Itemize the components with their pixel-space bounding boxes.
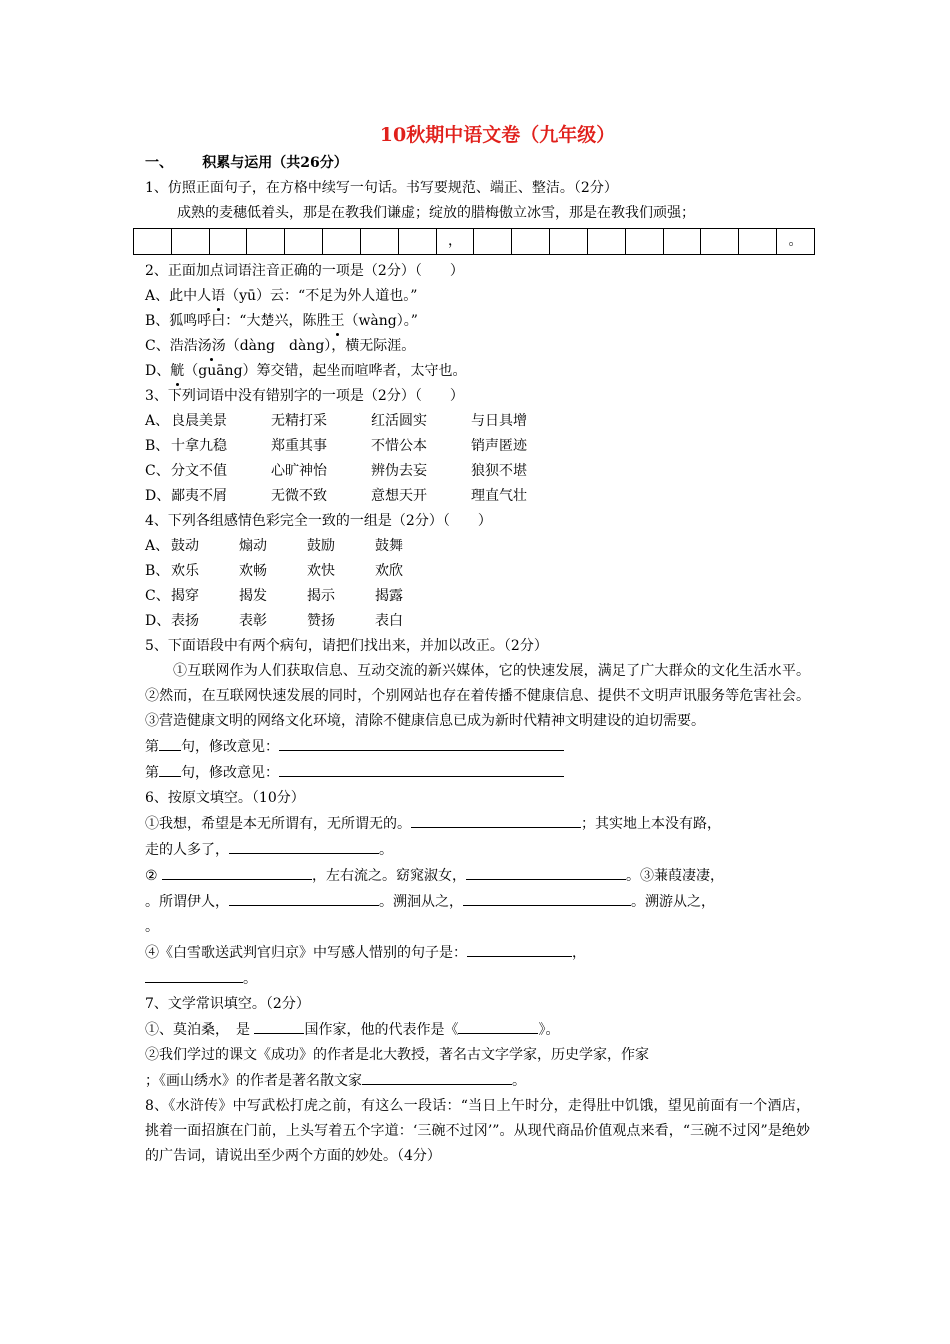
option-letter: A、 xyxy=(145,538,170,554)
q6-line-6 xyxy=(145,940,810,966)
fill-text: 国作家，他的代表作是《 xyxy=(304,1022,459,1038)
sentence-number-blank[interactable] xyxy=(159,734,181,751)
grid-cell[interactable] xyxy=(210,229,248,254)
grid-cell[interactable] xyxy=(474,229,512,254)
dotted-word: 语 xyxy=(211,284,225,309)
q3-option-d xyxy=(145,484,810,509)
option-word: 销声匿迹 xyxy=(471,438,527,454)
q3-option-c xyxy=(145,459,810,484)
q7-stem: 7、文学常识填空。（2分） xyxy=(145,996,310,1012)
answer-prefix: 第 xyxy=(145,765,159,781)
q2-option-d xyxy=(145,359,810,384)
answer-label: 句，修改意见： xyxy=(181,739,279,755)
q5-answer-line-1 xyxy=(145,734,810,760)
option-word: 揭露 xyxy=(375,588,403,604)
exam-content xyxy=(145,122,810,1169)
fill-blank[interactable] xyxy=(229,837,379,854)
option-word: 十拿九稳 xyxy=(171,438,227,454)
grid-cell[interactable] xyxy=(588,229,626,254)
grid-cell[interactable] xyxy=(361,229,399,254)
q5-stem: 5、下面语段中有两个病句，请把们找出来，并加以改正。（2分） xyxy=(145,638,548,654)
grid-cell-comma: ， xyxy=(437,229,475,254)
fill-text: 。所谓伊人， xyxy=(145,894,229,910)
fill-text: 。 xyxy=(243,971,257,987)
q6-line-2 xyxy=(145,837,810,863)
fill-blank[interactable] xyxy=(229,889,379,906)
q7-line-3 xyxy=(145,1068,810,1094)
section-number: 一、 xyxy=(145,155,173,171)
q6-line-4 xyxy=(145,889,810,915)
q2-option-a xyxy=(145,284,810,309)
fill-blank[interactable] xyxy=(467,940,572,957)
option-word: 揭示 xyxy=(307,588,335,604)
fill-text: 走的人多了， xyxy=(145,842,229,858)
fill-text: ；其实地上本没有路， xyxy=(581,816,721,832)
fill-text: ② xyxy=(145,868,158,884)
option-letter: B、 xyxy=(145,563,170,579)
option-word: 欢快 xyxy=(307,563,335,579)
grid-cell[interactable] xyxy=(664,229,702,254)
option-word: 欢欣 xyxy=(375,563,403,579)
grid-cell[interactable] xyxy=(399,229,437,254)
option-word: 辨伪去妄 xyxy=(371,463,427,479)
grid-cell[interactable] xyxy=(701,229,739,254)
q4-option-b xyxy=(145,559,810,584)
fill-blank[interactable] xyxy=(463,889,631,906)
grid-cell-period: 。 xyxy=(788,233,803,249)
option-word: 揭发 xyxy=(239,588,267,604)
option-word: 表彰 xyxy=(239,613,267,629)
option-word: 揭穿 xyxy=(171,588,199,604)
q5-passage: ①互联网作为人们获取信息、互动交流的新兴媒体，它的快速发展，满足了广大群众的文化生活水平。②然而，在互联网快速发展的同时，个别网站也存在着传播不健康信息、提供不文明声讯服务等危害社会。③营造健康文明的网络文化环境，清除不健康信息已成为新时代精神文明建设的迫切需要。 xyxy=(145,663,810,729)
q4-option-c xyxy=(145,584,810,609)
q6-stem: 6、按原文填空。（10分） xyxy=(145,790,305,806)
option-word: 与日具增 xyxy=(471,413,527,429)
option-letter: B、 xyxy=(145,438,170,454)
q6-line-5: 。 xyxy=(145,919,159,935)
q2-stem: 2、正面加点词语注音正确的一项是（2分）（ ） xyxy=(145,263,464,279)
q7-line-1 xyxy=(145,1017,810,1043)
option-word: 煽动 xyxy=(239,538,267,554)
option-letter: D、 xyxy=(145,613,171,629)
fill-blank[interactable] xyxy=(458,1017,538,1034)
section-label: 积累与运用（共26分） xyxy=(202,155,348,171)
fill-text: 。 xyxy=(512,1073,526,1089)
q1-example: 成熟的麦穗低着头，那是在教我们谦虚；绽放的腊梅傲立冰雪，那是在教我们顽强； xyxy=(177,205,695,221)
fill-text: 。溯洄从之， xyxy=(379,894,463,910)
fill-text: ①、莫泊桑， 是 xyxy=(145,1022,250,1038)
q1-writing-grid xyxy=(133,228,815,255)
revision-blank[interactable] xyxy=(279,734,564,751)
fill-blank[interactable] xyxy=(466,863,626,880)
grid-cell[interactable] xyxy=(285,229,323,254)
fill-blank[interactable] xyxy=(362,1068,512,1085)
dotted-word: 王 xyxy=(330,309,344,334)
option-word: 鼓舞 xyxy=(375,538,403,554)
q2-option-c xyxy=(145,334,810,359)
grid-cell[interactable] xyxy=(626,229,664,254)
fill-blank[interactable] xyxy=(162,863,312,880)
option-word: 鄙夷不屑 xyxy=(171,488,227,504)
page-title: 10秋期中语文卷（九年级） xyxy=(379,124,616,146)
option-word: 郑重其事 xyxy=(271,438,327,454)
q4-stem: 4、下列各组感情色彩完全一致的一组是（2分）（ ） xyxy=(145,513,492,529)
option-letter: D、 xyxy=(145,488,171,504)
grid-cell[interactable] xyxy=(247,229,285,254)
section-heading xyxy=(145,151,810,176)
q7-line-2: ②我们学过的课文《成功》的作者是北大教授，著名古文字学家，历史学家，作家 xyxy=(145,1047,649,1063)
option-word: 无微不致 xyxy=(271,488,327,504)
grid-cell[interactable] xyxy=(739,229,777,254)
q6-line-3 xyxy=(145,863,810,889)
fill-text: 》。 xyxy=(538,1022,560,1038)
option-word: 分文不值 xyxy=(171,463,227,479)
sentence-number-blank[interactable] xyxy=(159,760,181,777)
fill-text: 。溯游从之， xyxy=(631,894,715,910)
q3-option-b xyxy=(145,434,810,459)
dotted-word: 汤汤 xyxy=(198,334,226,359)
q2-option-b xyxy=(145,309,810,334)
fill-text: 。 xyxy=(379,842,393,858)
q8-stem: 8、《水浒传》中写武松打虎之前，有这么一段话：“当日上午时分，走得肚中饥饿，望见前面有一个酒店，挑着一面招旗在门前，上头写着五个字道：‘三碗不过冈’”。从现代商品价值观点来看，“三碗不过冈”是绝妙的广告词，请说出至少两个方面的妙处。（4分） xyxy=(145,1098,810,1164)
q4-option-d xyxy=(145,609,810,634)
option-text: （wàng）。” xyxy=(344,313,418,329)
fill-text: ，左右流之。窈窕淑女， xyxy=(312,868,467,884)
option-word: 欢乐 xyxy=(171,563,199,579)
option-word: 良晨美景 xyxy=(171,413,227,429)
option-word: 狼狈不堪 xyxy=(471,463,527,479)
q3-option-a xyxy=(145,409,810,434)
option-word: 欢畅 xyxy=(239,563,267,579)
option-word: 表白 xyxy=(375,613,403,629)
grid-cell[interactable] xyxy=(512,229,550,254)
fill-blank[interactable] xyxy=(411,811,581,828)
grid-cell[interactable] xyxy=(172,229,210,254)
option-text: A、此中人 xyxy=(145,288,212,304)
q3-stem: 3、下列词语中没有错别字的一项是（2分）（ ） xyxy=(145,388,464,404)
option-word: 理直气壮 xyxy=(471,488,527,504)
dotted-word: 觥 xyxy=(170,359,184,384)
fill-text: ；《画山绣水》的作者是著名散文家 xyxy=(145,1073,362,1089)
option-word: 无精打采 xyxy=(271,413,327,429)
revision-blank[interactable] xyxy=(279,760,564,777)
q1-stem: 1、仿照正面句子，在方格中续写一句话。书写要规范、端正、整洁。（2分） xyxy=(145,180,618,196)
grid-cell[interactable] xyxy=(323,229,361,254)
option-word: 鼓励 xyxy=(307,538,335,554)
option-letter: A、 xyxy=(145,413,170,429)
fill-text: 。③蒹葭凄凄， xyxy=(626,868,725,884)
option-word: 表扬 xyxy=(171,613,199,629)
option-word: 鼓动 xyxy=(171,538,199,554)
option-word: 心旷神怡 xyxy=(271,463,327,479)
q6-line-7 xyxy=(145,966,810,992)
q5-answer-line-2 xyxy=(145,760,810,786)
option-text: B、狐鸣呼曰：“大楚兴，陈胜 xyxy=(145,313,331,329)
answer-label: 句，修改意见： xyxy=(181,765,279,781)
fill-text: ④《白雪歌送武判官归京》中写感人惜别的句子是： xyxy=(145,945,467,961)
q4-option-a xyxy=(145,534,810,559)
option-letter: C、 xyxy=(145,463,170,479)
option-word: 不惜公本 xyxy=(371,438,427,454)
option-word: 红活圆实 xyxy=(371,413,427,429)
fill-blank[interactable] xyxy=(254,1017,304,1034)
fill-text: ①我想，希望是本无所谓有，无所谓无的。 xyxy=(145,816,411,832)
fill-text: ， xyxy=(572,945,586,961)
option-word: 赞扬 xyxy=(307,613,335,629)
option-text: （yū）云：“不足为外人道也。” xyxy=(225,288,418,304)
option-text: （guāng）筹交错，起坐而喧哗者，太守也。 xyxy=(184,363,467,379)
q6-line-1 xyxy=(145,811,810,837)
option-word: 意想天开 xyxy=(371,488,427,504)
option-letter: C、 xyxy=(145,588,170,604)
option-text: C、浩浩 xyxy=(145,338,198,354)
option-text: （dàng dàng），横无际涯。 xyxy=(225,338,416,354)
grid-cell[interactable] xyxy=(134,229,172,254)
grid-cell[interactable] xyxy=(550,229,588,254)
option-text: D、 xyxy=(145,363,171,379)
answer-prefix: 第 xyxy=(145,739,159,755)
fill-blank[interactable] xyxy=(145,966,243,983)
